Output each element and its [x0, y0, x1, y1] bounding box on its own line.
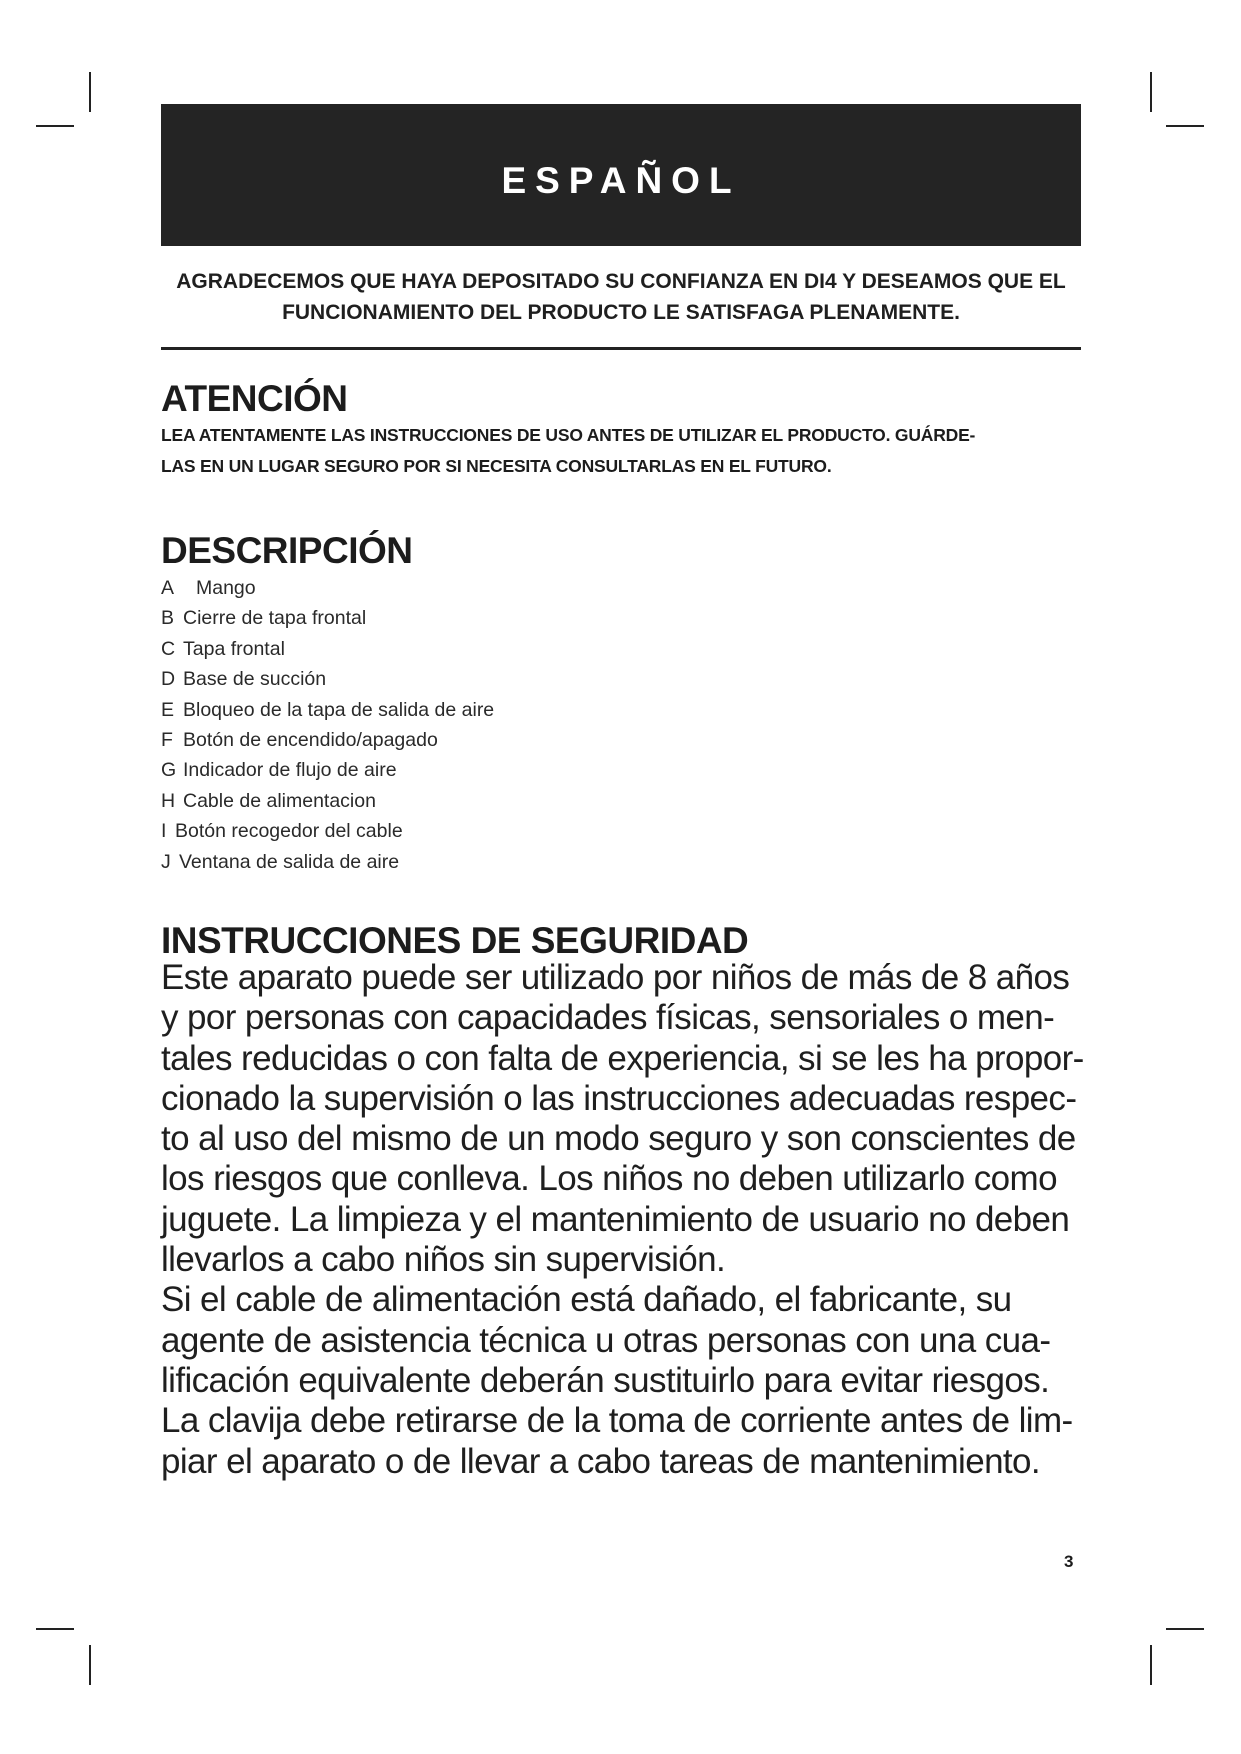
language-title: ESPAÑOL [501, 160, 741, 201]
crop-mark-bottom-left-vertical [89, 1645, 91, 1685]
crop-mark-top-right-vertical [1150, 72, 1152, 112]
part-label: Indicador de flujo de aire [183, 759, 397, 782]
list-item [161, 786, 494, 816]
list-item [161, 847, 494, 877]
thanks-message [161, 266, 1081, 328]
parts-list [161, 573, 494, 877]
crop-mark-bottom-right-vertical [1150, 1645, 1152, 1685]
attention-warning [161, 420, 1091, 482]
warning-line: LEA ATENTAMENTE LAS INSTRUCCIONES DE USO ANTES DE UTILIZAR EL PRODUCTO. GUÁRDE- [161, 425, 976, 445]
list-item [161, 816, 494, 846]
language-banner [161, 104, 1081, 246]
divider [161, 347, 1081, 350]
page-number: 3 [1064, 1552, 1074, 1571]
part-label: Base de succión [183, 668, 327, 691]
crop-mark-bottom-left-horizontal [36, 1628, 74, 1630]
crop-mark-top-left-vertical [89, 72, 91, 112]
safety-line: los riesgos que conlleva. Los niños no deben utilizarlo como [161, 1159, 1057, 1199]
safety-line: cionado la supervisión o las instrucciones adecuadas respec- [161, 1078, 1077, 1118]
list-item [161, 573, 494, 603]
list-item [161, 695, 494, 725]
safety-line: Este aparato puede ser utilizado por niños de más de 8 años [161, 958, 1070, 997]
safety-paragraph [161, 958, 1089, 1280]
part-letter: E [161, 698, 175, 721]
safety-text [161, 958, 1089, 1482]
safety-line: llevarlos a cabo niños sin supervisión. [161, 1240, 726, 1280]
attention-heading: ATENCIÓN [161, 378, 348, 419]
safety-line: to al uso del mismo de un modo seguro y son conscientes de [161, 1119, 1076, 1159]
part-letter: C [161, 637, 176, 660]
safety-line: y por personas con capacidades físicas, sensoriales o men- [161, 998, 1055, 1038]
list-item [161, 664, 494, 694]
safety-line: agente de asistencia técnica u otras personas con una cua- [161, 1320, 1051, 1360]
part-letter: A [161, 577, 175, 599]
safety-line: lificación equivalente deberán sustituirlo para evitar riesgos. [161, 1360, 1050, 1400]
warning-line: LAS EN UN LUGAR SEGURO POR SI NECESITA CONSULTARLAS EN EL FUTURO. [161, 456, 832, 476]
part-label: Bloqueo de la tapa de salida de aire [183, 698, 495, 721]
part-label: Botón recogedor del cable [175, 820, 403, 843]
safety-paragraph [161, 1280, 1089, 1481]
safety-line: piar el aparato o de llevar a cabo tareas de mantenimiento. [161, 1441, 1041, 1481]
crop-mark-top-right-horizontal [1166, 125, 1204, 127]
crop-mark-top-left-horizontal [36, 125, 74, 127]
thanks-line: FUNCIONAMIENTO DEL PRODUCTO LE SATISFAGA PLENAMENTE. [282, 301, 960, 324]
safety-line: La clavija debe retirarse de la toma de corriente antes de lim- [161, 1401, 1073, 1441]
safety-line: juguete. La limpieza y el mantenimiento de usuario no deben [161, 1199, 1070, 1239]
part-letter: F [161, 729, 173, 752]
part-label: Botón de encendido/apagado [183, 729, 438, 752]
part-letter: B [161, 607, 175, 630]
list-item [161, 603, 494, 633]
part-letter: H [161, 789, 176, 812]
part-label: Mango [196, 577, 256, 599]
list-item [161, 755, 494, 785]
part-letter: J [161, 850, 171, 873]
thanks-line: AGRADECEMOS QUE HAYA DEPOSITADO SU CONFIANZA EN DI4 Y DESEAMOS QUE EL [176, 270, 1066, 293]
description-heading: DESCRIPCIÓN [161, 530, 413, 571]
safety-line: Si el cable de alimentación está dañado, el fabricante, su [161, 1280, 1012, 1320]
safety-heading: INSTRUCCIONES DE SEGURIDAD [161, 920, 749, 961]
part-label: Tapa frontal [183, 637, 285, 660]
part-label: Ventana de salida de aire [179, 850, 400, 873]
list-item [161, 725, 494, 755]
safety-line: tales reducidas o con falta de experiencia, si se les ha propor- [161, 1038, 1084, 1078]
part-label: Cierre de tapa frontal [183, 607, 367, 630]
part-letter: I [161, 820, 167, 843]
crop-mark-bottom-right-horizontal [1166, 1628, 1204, 1630]
part-label: Cable de alimentacion [183, 789, 376, 812]
part-letter: G [161, 759, 177, 782]
list-item [161, 634, 494, 664]
part-letter: D [161, 668, 176, 691]
